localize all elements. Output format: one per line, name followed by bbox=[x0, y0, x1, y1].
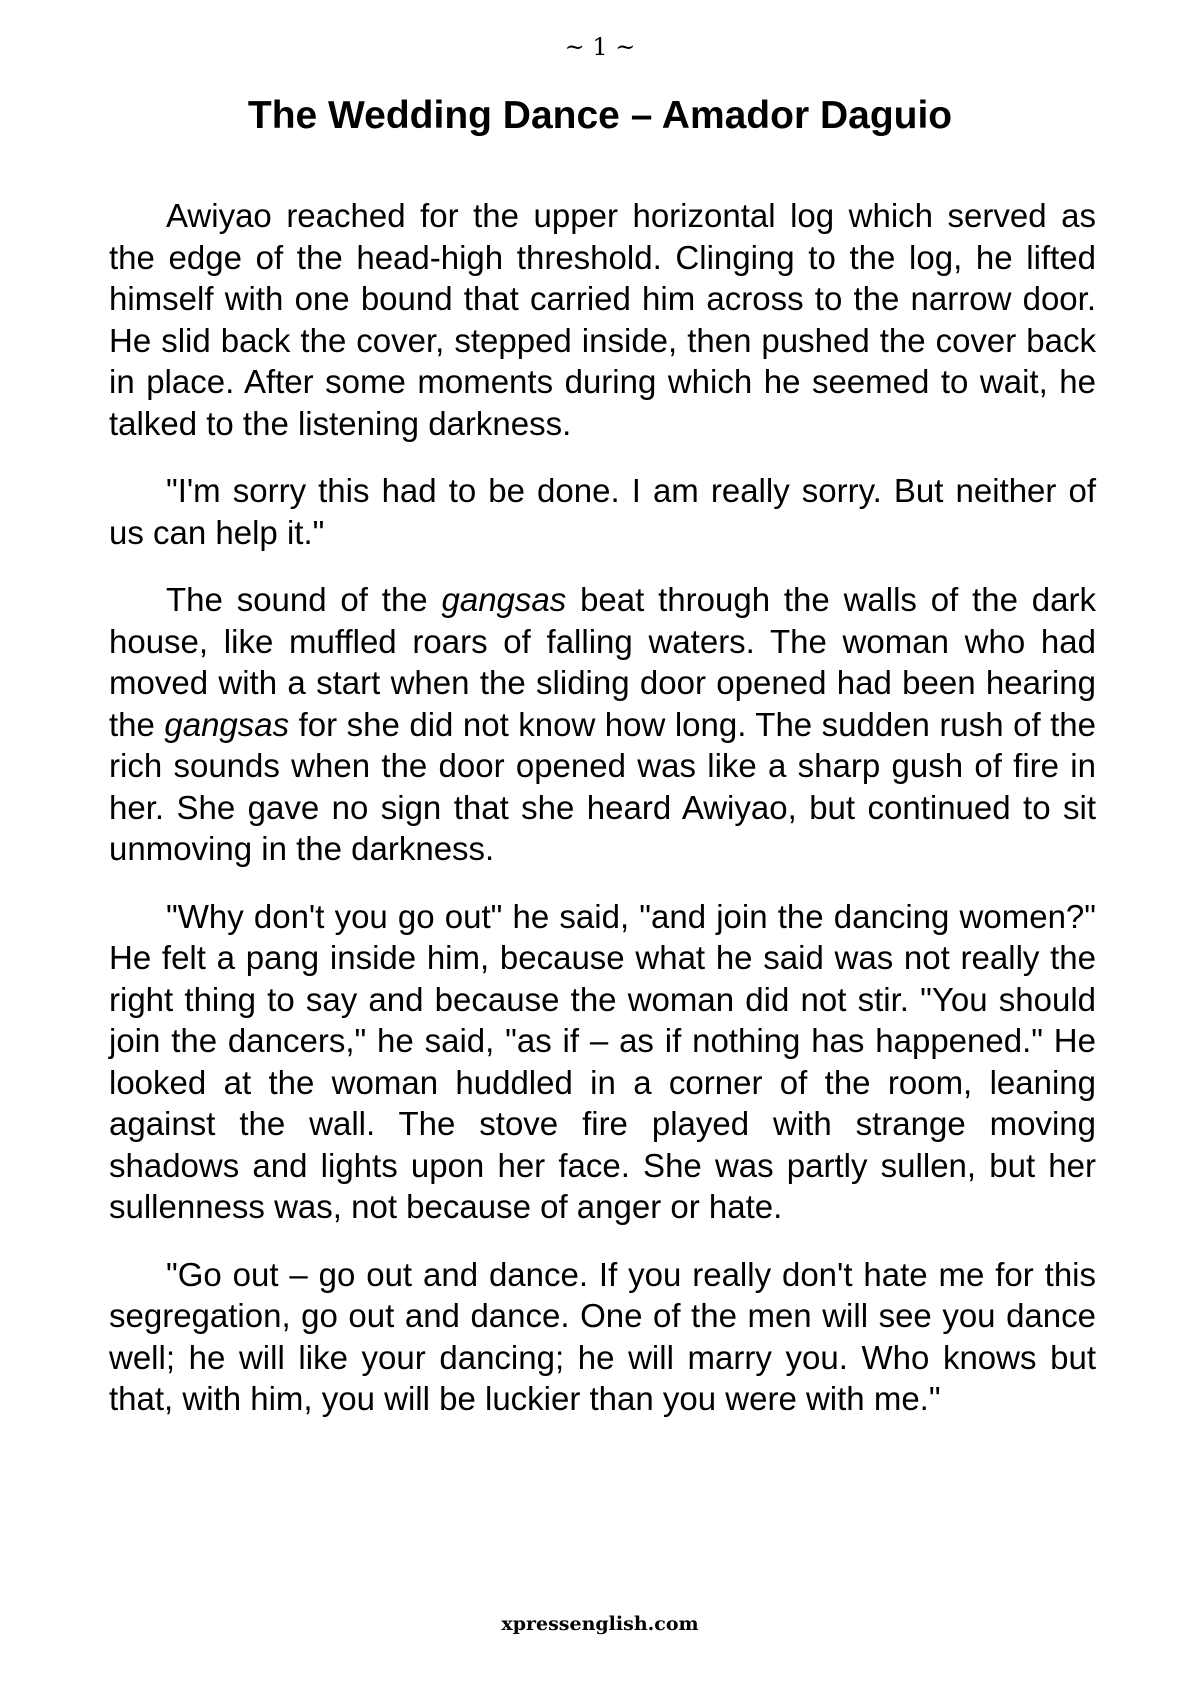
page-number: ~ 1 ~ bbox=[564, 33, 636, 61]
paragraph-3-text: The sound of the bbox=[166, 581, 442, 618]
paragraph-1 bbox=[109, 195, 1096, 444]
paragraph-4-text: "Why don't you go out" he said, "and join the dancing women?" He felt a pang inside him, because what he said was not really the right thing to say and because the woman did not stir. "You should join the dancers," he said, "as if – as if nothing has happened." He looked at the woman huddled in a corner of the room, leaning against the wall. The stove fire played with strange moving shadows and lights upon her face. She was partly sullen, but her sullenness was, not because of anger or hate. bbox=[109, 897, 1096, 1225]
paragraph-3-italic-term: gangsas bbox=[164, 705, 290, 743]
paragraph-3-text: for she did not know how long. The sudden rush of the rich sounds when the door opened was like a sharp gush of fire in her. She gave no sign that she heard Awiyao, but continued to sit unmoving in the darkness. bbox=[109, 705, 1096, 867]
paragraph-1-text: Awiyao reached for the upper horizontal log which served as the edge of the head-high threshold. Clinging to the log, he lifted himself with one bound that carried him across to the narrow door. He slid back the cover, stepped inside, then pushed the cover back in place. After some moments during which he seemed to wait, he talked to the listening darkness. bbox=[109, 197, 1096, 442]
footer-site-name: xpressenglish.com bbox=[501, 1613, 699, 1635]
paragraph-2 bbox=[109, 470, 1096, 553]
document-title: The Wedding Dance – Amador Daguio bbox=[247, 94, 953, 137]
paragraph-4 bbox=[109, 896, 1096, 1228]
paragraph-5-text: "Go out – go out and dance. If you really don't hate me for this segregation, go out and dance. One of the men will see you dance well; he will like your dancing; he will marry you. Who knows but that, with him, you will be luckier than you were with me." bbox=[109, 1255, 1096, 1417]
paragraph-5 bbox=[109, 1254, 1096, 1420]
story-body bbox=[109, 195, 1096, 1420]
paragraph-3 bbox=[109, 579, 1096, 870]
paragraph-3-text: beat through the walls of the dark house, like muffled roars of falling waters. The woman who had moved with a start when the sliding door opened had been hearing the bbox=[109, 581, 1096, 743]
paragraph-3-italic-term: gangsas bbox=[441, 581, 567, 618]
paragraph-2-text: "I'm sorry this had to be done. I am really sorry. But neither of us can help it." bbox=[109, 472, 1096, 551]
